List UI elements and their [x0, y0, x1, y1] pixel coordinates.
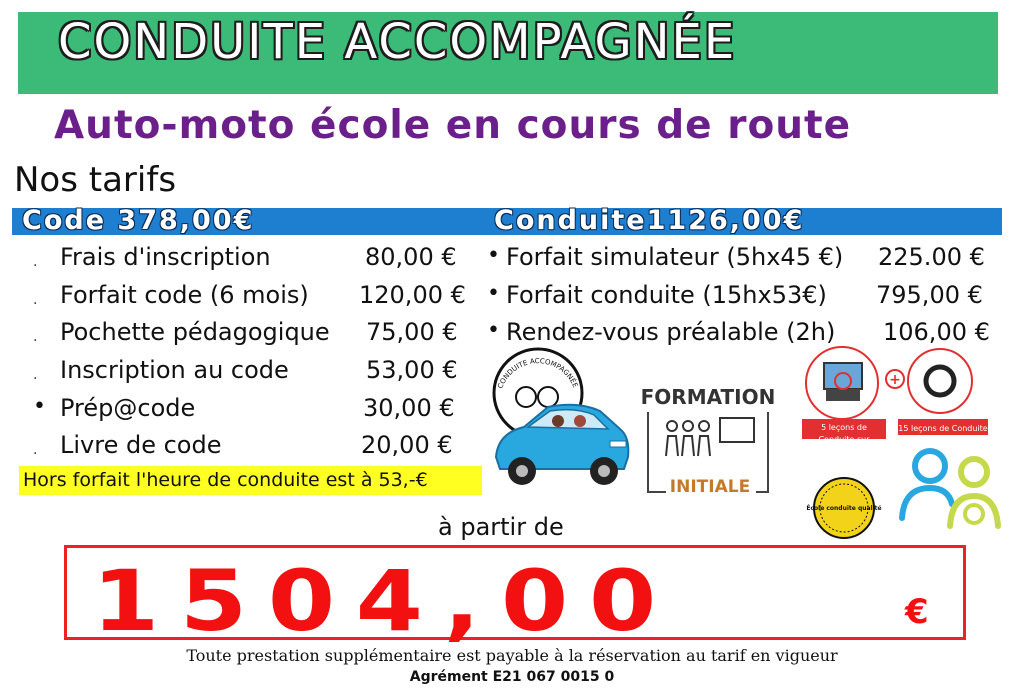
people-icon	[892, 448, 1004, 530]
agrement-number: Agrément E21 067 0015 0	[409, 669, 615, 685]
conduite-total-label: Conduite1126,00€	[494, 205, 805, 236]
initiale-label: INITIALE	[669, 477, 751, 497]
bullet: •	[487, 281, 500, 306]
list-item-label: Forfait code (6 mois)	[60, 281, 309, 309]
list-item-label: Frais d'inscription	[60, 243, 271, 271]
list-item-label: Forfait simulateur (5hx45 €)	[506, 243, 844, 271]
page-title: CONDUITE ACCOMPAGNÉE	[58, 14, 737, 70]
subtitle: Auto-moto école en cours de route	[54, 103, 852, 148]
bullet: ·	[33, 371, 38, 387]
code-total-label: Code 378,00€	[22, 205, 255, 236]
list-item-label: Forfait conduite (15hx53€)	[506, 281, 827, 309]
list-item-price: 120,00 €	[359, 281, 466, 309]
total-price: 1504,00	[92, 552, 677, 650]
bullet: •	[33, 394, 46, 419]
list-item-price: 106,00 €	[883, 318, 990, 346]
list-item-price: 20,00 €	[361, 431, 453, 459]
car-illustration	[488, 345, 633, 493]
conduite-caption: 15 leçons de Conduite	[898, 424, 988, 433]
bullet: ·	[33, 296, 38, 312]
bullet: •	[487, 318, 500, 343]
bullet: •	[487, 243, 500, 268]
list-item-label: Inscription au code	[60, 356, 289, 384]
list-item-label: Livre de code	[60, 431, 222, 459]
formation-illustration	[636, 380, 781, 498]
footer-note: Toute prestation supplémentaire est payable à la réservation au tarif en vigueur	[186, 646, 838, 665]
bullet: ·	[33, 333, 38, 349]
list-item-label: Rendez-vous préalable (2h)	[506, 318, 836, 346]
list-item-label: Pochette pédagogique	[60, 318, 330, 346]
plus-sign: +	[889, 372, 901, 388]
list-item-price: 795,00 €	[876, 281, 983, 309]
hors-forfait-text: Hors forfait l'heure de conduite est à 53,-€	[23, 469, 428, 491]
list-item-price: 75,00 €	[366, 318, 458, 346]
car-badge-text: CONDUITE ACCOMPAGNÉE	[496, 357, 580, 390]
bullet: ·	[33, 446, 38, 462]
list-item-price: 225.00 €	[878, 243, 985, 271]
list-item-label: Prép@code	[60, 394, 196, 422]
list-item-price: 30,00 €	[363, 394, 455, 422]
list-item-price: 53,00 €	[366, 356, 458, 384]
quality-seal-text: École conduite qualité	[806, 505, 882, 512]
simulator-caption: 5 leçons de Conduite sur Simulateur	[818, 423, 870, 456]
section-title: Nos tarifs	[14, 160, 177, 200]
list-item-price: 80,00 €	[365, 243, 457, 271]
a-partir-de-label: à partir de	[438, 513, 564, 541]
bullet: ·	[33, 258, 38, 274]
quality-seal-icon	[802, 476, 886, 540]
formation-label: FORMATION	[640, 385, 776, 409]
total-currency: €	[905, 592, 929, 632]
